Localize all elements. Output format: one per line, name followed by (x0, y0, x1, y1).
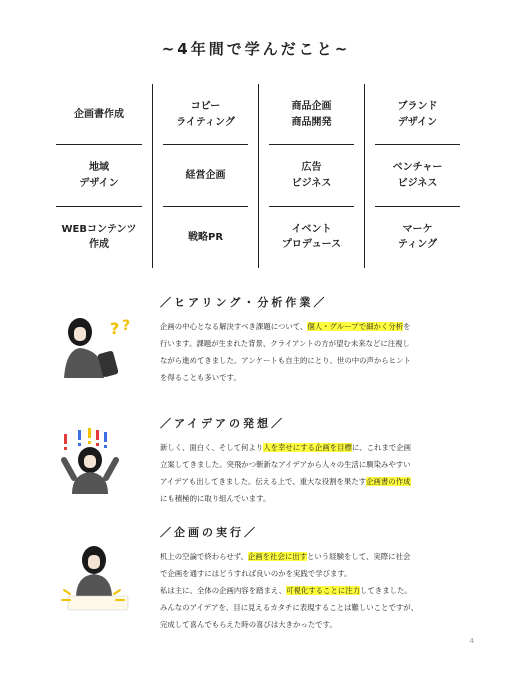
body-line (160, 473, 460, 490)
section-hearing (160, 294, 460, 386)
body-line (160, 548, 460, 565)
body-text: に、これまで企画 (351, 443, 412, 452)
body-line (160, 369, 460, 386)
section-title: ／ヒアリング・分析作業／ (160, 296, 328, 309)
body-text: みんなのアイデアを、目に見えるカタチに表現することは難しいことですが、 (160, 603, 419, 612)
skill-cell: マーケ ティング (364, 207, 470, 268)
skill-cell: 商品企画 商品開発 (258, 84, 364, 145)
body-line (160, 599, 460, 616)
skill-cell: イベント プロデュース (258, 207, 364, 268)
body-line (160, 456, 460, 473)
highlighted-text: 人を幸せにする企画を目標 (263, 443, 352, 452)
skill-cell: ブランド デザイン (364, 84, 470, 145)
body-text: で企画を通すにはどうすれば良いのかを実践で学びます。 (160, 569, 352, 578)
body-text: 完成して喜んでもらえた時の喜びは大きかったです。 (160, 620, 337, 629)
body-text: を (403, 322, 411, 331)
skill-cell: 戦略PR (152, 207, 258, 268)
body-line (160, 616, 460, 633)
skills-grid (46, 84, 470, 268)
highlighted-text: 可視化することに注力 (286, 586, 361, 595)
body-text: という経験をして、実際に社会 (307, 552, 411, 561)
body-text: 新しく、面白く、そして何より (160, 443, 264, 452)
body-line (160, 318, 460, 335)
body-text: ながら進めてきました。アンケートも自主的にとり、世の中の声からヒント (160, 356, 411, 365)
body-text: アイデアも出してきました。伝える上で、重大な役割を果たす (160, 477, 367, 486)
body-text: 行います。課題が生まれた背景、クライアントの方が望む未来などに注視し (160, 339, 410, 348)
section-execution (160, 524, 460, 633)
section-body (160, 548, 460, 633)
body-line (160, 439, 460, 456)
section-title: ／アイデアの発想／ (160, 417, 286, 430)
body-line (160, 335, 460, 352)
svg-text:?: ? (122, 318, 131, 334)
skill-cell: 広告 ビジネス (258, 145, 364, 206)
body-line (160, 565, 460, 582)
thinking-person-icon (58, 312, 148, 382)
skill-cell: WEBコンテンツ 作成 (61, 223, 137, 251)
skill-cell: コピー ライティング (152, 84, 258, 145)
skill-cell: ベンチャー ビジネス (364, 145, 470, 206)
body-text: にも積極的に取り組んでいます。 (160, 494, 271, 503)
body-text: 立案してきました。突飛かつ斬新なアイデアから人々の生活に馴染みやすい (160, 460, 411, 469)
section-title: ／企画の実行／ (160, 526, 258, 539)
svg-text:?: ? (110, 319, 120, 338)
page-title: ~4年間で学んだこと~ (161, 40, 351, 58)
body-text: 机上の空論で終わらせず、 (160, 552, 248, 561)
highlighted-text: 個人・グループで細かく分析 (307, 322, 404, 331)
body-line (160, 582, 460, 599)
excited-person-icon (58, 424, 148, 494)
working-person-icon (58, 540, 148, 620)
body-text: してきました。 (360, 586, 412, 595)
skill-cell: 企画書作成 (46, 84, 152, 145)
section-body (160, 439, 460, 507)
body-text: 企画の中心となる解決すべき課題について、 (160, 322, 308, 331)
page-number: 4 (469, 637, 474, 645)
section-idea (160, 415, 460, 507)
section-body (160, 318, 460, 386)
skill-cell: 経営企画 (152, 145, 258, 206)
body-line (160, 490, 460, 507)
body-line (160, 352, 460, 369)
highlighted-text: 企画を社会に出す (247, 552, 308, 561)
highlighted-text: 企画書の作成 (366, 477, 411, 486)
body-text: 私は主に、全体の企画内容を踏まえ、 (160, 586, 287, 595)
body-text: を得ることも多いです。 (160, 373, 241, 382)
skill-cell: 地域 デザイン (46, 145, 152, 206)
